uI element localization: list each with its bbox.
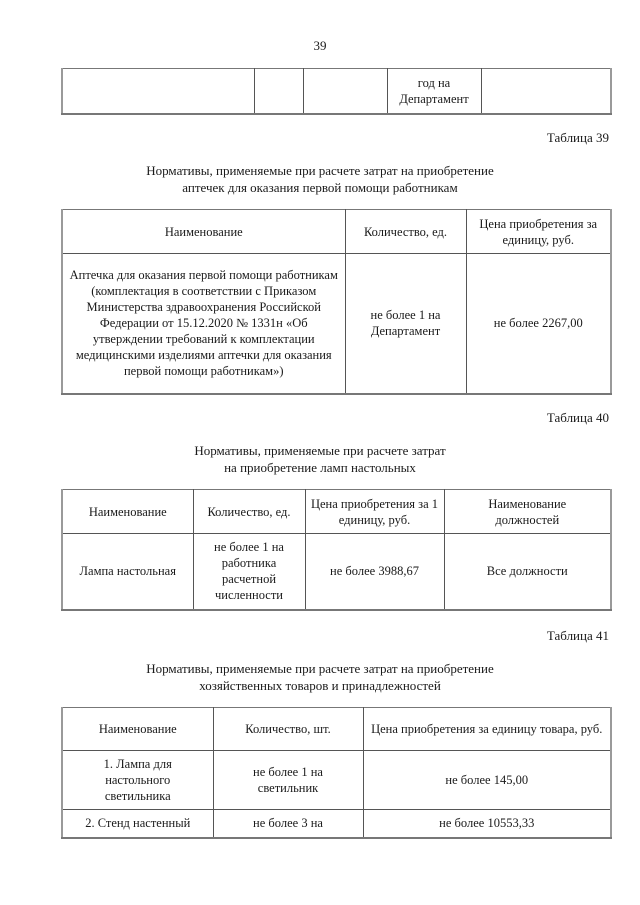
- page-number: 39: [313, 38, 327, 53]
- table-header-row: [62, 210, 611, 254]
- table-cell: [303, 69, 387, 114]
- table-cell: [62, 69, 254, 114]
- caption-line: аптечек для оказания первой помощи работникам: [182, 180, 458, 195]
- table-header-row: [62, 708, 611, 751]
- column-header: Цена приобретения за 1 единицу, руб.: [305, 490, 444, 534]
- table-cell: год на Департамент: [387, 69, 481, 114]
- quantity-cell: не более 1 на светильник: [213, 751, 363, 810]
- table-41-label: Таблица 41: [546, 628, 609, 643]
- column-header: Цена приобретения за единицу, руб.: [466, 210, 611, 254]
- item-name-cell: 2. Стенд настенный: [62, 810, 213, 838]
- column-header: Количество, ед.: [193, 490, 305, 534]
- continued-table: [61, 68, 612, 115]
- table-cell: [481, 69, 611, 114]
- table-row: [62, 751, 611, 810]
- table-row: [62, 810, 611, 838]
- price-cell: не более 2267,00: [466, 254, 611, 394]
- column-header: Количество, шт.: [213, 708, 363, 751]
- table-41: [61, 707, 612, 839]
- caption-line: Нормативы, применяемые при расчете затрат: [194, 443, 446, 458]
- price-cell: не более 145,00: [363, 751, 611, 810]
- caption-line: Нормативы, применяемые при расчете затрат на приобретение: [146, 661, 494, 676]
- item-name-cell: 1. Лампа для настольного светильника: [62, 751, 213, 810]
- table-39-caption: [0, 162, 640, 196]
- caption-line: на приобретение ламп настольных: [224, 460, 416, 475]
- column-header: Наименование должностей: [444, 490, 611, 534]
- table-39-label: Таблица 39: [546, 130, 609, 145]
- table-cell: [254, 69, 303, 114]
- item-name-cell: Аптечка для оказания первой помощи работникам (комплектация в соответствии с Приказом Министерства здравоохранения Российской Федерации от 15.12.2020 № 1331н «Об утверждении требований к комплектации медицинскими изделиями аптечки для оказания первой помощи работникам»): [62, 254, 345, 394]
- quantity-cell: не более 3 на: [213, 810, 363, 838]
- caption-line: хозяйственных товаров и принадлежностей: [199, 678, 441, 693]
- table-row: [62, 534, 611, 610]
- price-cell: не более 3988,67: [305, 534, 444, 610]
- table-header-row: [62, 490, 611, 534]
- table-39: [61, 209, 612, 395]
- table-40: [61, 489, 612, 611]
- caption-line: Нормативы, применяемые при расчете затрат на приобретение: [146, 163, 494, 178]
- column-header: Цена приобретения за единицу товара, руб.: [363, 708, 611, 751]
- quantity-cell: не более 1 на работника расчетной численности: [193, 534, 305, 610]
- positions-cell: Все должности: [444, 534, 611, 610]
- item-name-cell: Лампа настольная: [62, 534, 193, 610]
- table-41-caption: [0, 660, 640, 694]
- price-cell: не более 10553,33: [363, 810, 611, 838]
- table-40-label: Таблица 40: [546, 410, 609, 425]
- table-40-caption: [0, 442, 640, 476]
- column-header: Количество, ед.: [345, 210, 466, 254]
- quantity-cell: не более 1 на Департамент: [345, 254, 466, 394]
- column-header: Наименование: [62, 490, 193, 534]
- column-header: Наименование: [62, 708, 213, 751]
- table-row: [62, 254, 611, 394]
- column-header: Наименование: [62, 210, 345, 254]
